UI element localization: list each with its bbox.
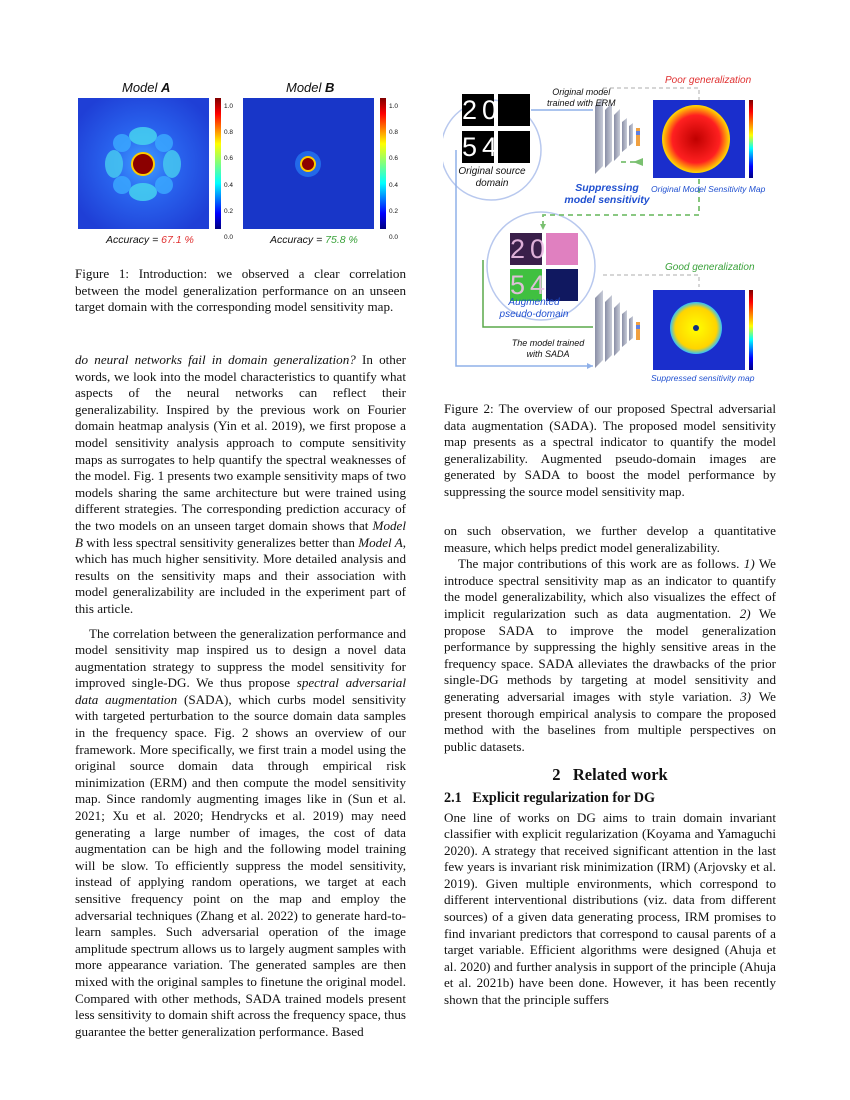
figure-1-caption: Figure 1: Introduction: we observed a clear correlation between the model generalization performance on an unseen target domain with the corresponding model sensitivity map.	[75, 266, 406, 315]
sada-model-network	[595, 290, 640, 368]
accuracy-a: Accuracy = 67.1 %	[106, 234, 194, 246]
label-good-generalization: Good generalization	[665, 262, 755, 273]
colorbar-b-ticks: 1.0 0.8 0.6 0.4 0.2 0.0	[389, 103, 399, 242]
label-model-trained-sada: The model trained with SADA	[511, 338, 585, 359]
colorbar-a	[215, 98, 221, 229]
figure-2-caption: Figure 2: The overview of our proposed Spectral adversarial data augmentation (SADA). The proposed model sensitivity map presents as a spectral indicator to quantify the model generalizability. Augmented pseudo-domain images are generated by SADA to boost the model performance by suppressing the source model sensitivity map.	[444, 401, 776, 499]
right-paragraph-contributions: The major contributions of this work are as follows. 1) We introduce spectral sensitivity map as an indicator to quantify the model generalizability, which also visualizes the effect of implicit regularization such as data augmentation. 2) We propose SADA to improve the model generalization performance by suppressing the highly sensitive areas in the frequency space. SADA alleviates the drawbacks of the prior single-DG methods by targeting at model sensitivity and generating adversarial images with style variation. 3) We present thorough empirical analysis to compare the proposed method with the baselines from multiple perspectives on public datasets.	[444, 556, 776, 754]
colorbar-b	[380, 98, 386, 229]
figure-1	[72, 78, 412, 253]
label-original-model: Original model trained with ERM	[547, 87, 616, 108]
right-paragraph-related: One line of works on DG aims to train domain invariant classifier with explicit regularization (Koyama and Yamaguchi 2020). A strategy that received significant attention in the last few years is invariant risk minimization (IRM) (Arjovsky et al. 2019). Given multiple environments, which correspond to different interventional distributions (viz. data from different sources) of a given data generating process, IRM promises to find invariant predictors that correspond to causal parents of a target variable. Efficient algorithms were designed (Ahuja et al. 2020) and further analysis in support of the principle (Ahuja et al. 2021b) have been done. However, it has been recently shown that the principle suffers	[444, 809, 776, 1008]
model-a-label: Model A	[122, 80, 171, 95]
label-augmented-pseudo-domain: Augmented pseudo-domain	[499, 297, 569, 320]
colorbar-a-ticks: 1.0 0.8 0.6 0.4 0.2 0.0	[224, 103, 234, 242]
label-original-map: Original Model Sensitivity Map	[651, 184, 766, 194]
figure-2	[443, 70, 783, 390]
heatmap-a-center	[132, 153, 154, 175]
model-b-label: Model B	[286, 80, 335, 95]
section-heading: 2 Related work	[552, 765, 668, 785]
accuracy-b: Accuracy = 75.8 %	[270, 234, 358, 246]
subsection-heading: 2.1 Explicit regularization for DG	[444, 789, 656, 806]
augmented-digits: 20 54	[510, 234, 551, 300]
right-column	[444, 523, 776, 1009]
left-column	[75, 352, 406, 1040]
label-poor-generalization: Poor generalization	[665, 75, 752, 86]
source-digits: 20 54	[462, 95, 503, 162]
left-paragraph-1: do neural networks fail in domain generalization? In other words, we look into the model characteristics to quantify what aspects of the neural networks can reflect their generalizability. Inspired by the previous work on Fourier domain heatmap analysis (Yin et al. 2019), we first propose a model sensitivity analysis approach to compute sensitivity maps as surrogates to help quantify the spectral weaknesses of the model. Fig. 1 presents two example sensitivity maps of two models sharing the same architecture but were trained using different strategies. The corresponding prediction accuracy of the two models on an unseen target domain shows that Model B with less spectral sensitivity generalizes better than Model A, which has much higher sensitivity. More detailed analysis and results on the sensitivity maps and their association with model generalizability are included in the experiment part of this article.	[75, 352, 406, 616]
label-suppressed-map: Suppressed sensitivity map	[651, 373, 755, 383]
label-original-source: Original source domain	[458, 166, 526, 189]
left-paragraph-2: The correlation between the generalization performance and model sensitivity map inspired us to design a novel data augmentation strategy to suppress the model sensitivity for improved single-DG. We thus propose spectral adversarial data augmentation (SADA), which curbs model sensitivity with targeted perturbation to the source domain data samples in the frequency space. Fig. 2 shows an overview of our framework. More specifically, we first train a model using the original source domain data through empirical risk minimization (ERM) and then compute the model sensitivity map. Since randomly augmenting images like in (Sun et al. 2021; Xu et al. 2020; Hendrycks et al. 2019) may need generating a large number of images, the cost of data augmentation can be high and the following model training will be slow. To efficiently suppress the model sensitivity, instead of applying random operations, we target at each sensitive frequency point on the map and employ the adversarial techniques (Zhang et al. 2022) to generate hard-to-learn samples. Such adversarial operation of the image amplitude spectrum allows us to largely augment samples with more appearance variation. The generated samples are then mixed with the original samples to finetune the original model. Compared with other methods, SADA trained models present less sensitivity to domain shift across the frequency space, thus guarantee the better generalization performance. Based	[75, 625, 407, 1039]
figure-1-graphic	[72, 78, 412, 253]
right-paragraph-0: on such observation, we further develop a quantitative measure, which helps predict model generalizability.	[444, 523, 776, 555]
label-suppressing: Suppressing model sensitivity	[564, 182, 650, 206]
heatmap-b-center	[301, 157, 315, 171]
